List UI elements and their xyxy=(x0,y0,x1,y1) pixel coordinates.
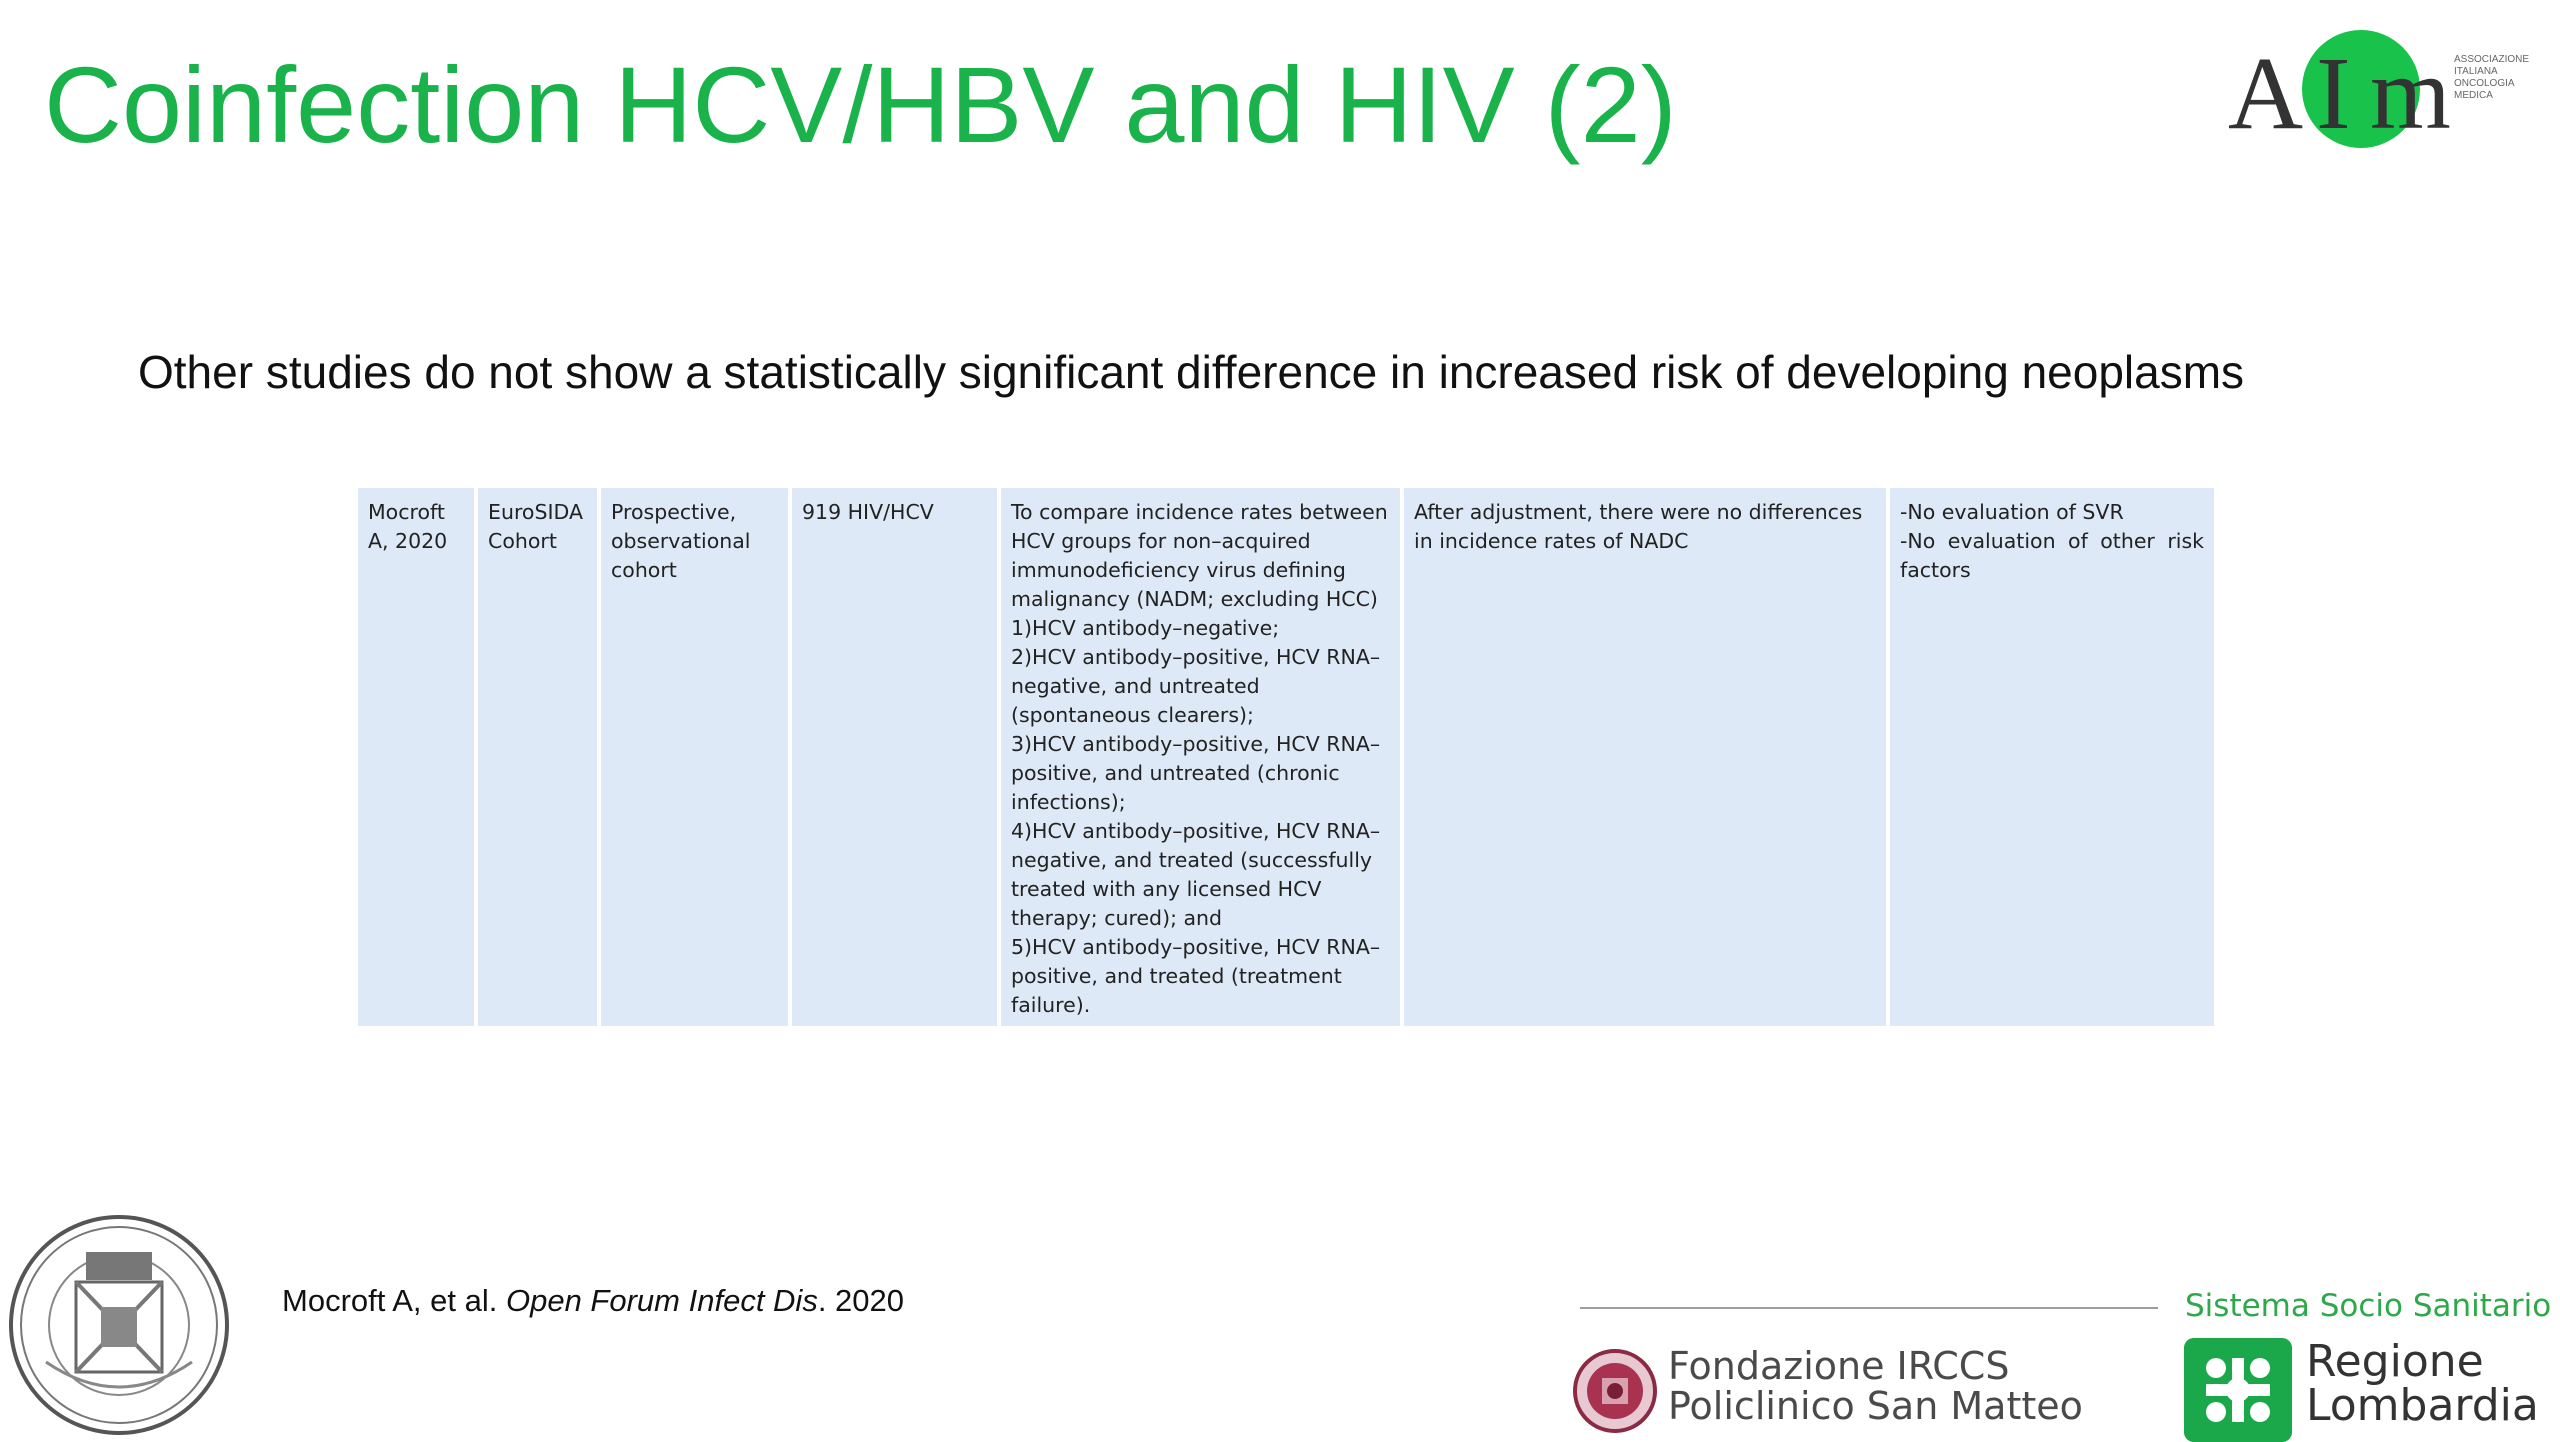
aim-line: To compare incidence rates between HCV groups for non–acquired immunodeficiency virus defining malignancy (NADM; excluding HCC) xyxy=(1011,500,1388,611)
aiom-letter-i: I xyxy=(2316,36,2351,151)
university-seal-icon xyxy=(6,1212,232,1438)
cell-aim xyxy=(1001,488,1400,1026)
cell-results: After adjustment, there were no differences in incidence rates of NADC xyxy=(1404,488,1886,1026)
limitation-line: -No evaluation of SVR xyxy=(1900,500,2124,524)
aiom-association-text: ASSOCIAZIONE ITALIANA ONCOLOGIA MEDICA xyxy=(2454,54,2530,101)
fondazione-logo-icon xyxy=(1572,1348,1658,1434)
sistema-socio-sanitario-label: Sistema Socio Sanitario xyxy=(2185,1288,2552,1324)
regione-lombardia-name: Regione Lombardia xyxy=(2306,1336,2539,1431)
aim-line: 4)HCV antibody–positive, HCV RNA–negative, and treated (successfully treated with any licensed HCV therapy; cured); and xyxy=(1011,819,1381,930)
aiom-letters-om: m xyxy=(2370,36,2451,151)
regione-lombardia-logo-icon xyxy=(2184,1338,2292,1442)
slide-title: Coinfection HCV/HBV and HIV (2) xyxy=(44,44,1677,165)
aim-line: 3)HCV antibody–positive, HCV RNA–positive, and untreated (chronic infections); xyxy=(1011,732,1381,814)
fondazione-name: Fondazione IRCCS Policlinico San Matteo xyxy=(1668,1344,2083,1428)
study-table xyxy=(358,488,2214,1026)
footer-divider xyxy=(1580,1307,2158,1309)
aiom-letter-a: A xyxy=(2228,36,2304,151)
aiom-logo xyxy=(2220,20,2550,150)
cell-cohort: EuroSIDA Cohort xyxy=(478,488,597,1026)
aim-line: 5)HCV antibody–positive, HCV RNA–positive, and treated (treatment failure). xyxy=(1011,935,1381,1017)
cell-limitations xyxy=(1890,488,2214,1026)
aim-line: 2)HCV antibody–positive, HCV RNA–negative, and untreated (spontaneous clearers); xyxy=(1011,645,1381,727)
cell-design: Prospective, observational cohort xyxy=(601,488,788,1026)
reference-citation: Mocroft A, et al. Open Forum Infect Dis. 2020 xyxy=(282,1283,905,1318)
cell-author: Mocroft A, 2020 xyxy=(358,488,474,1026)
limitation-line: -No evaluation of other risk factors xyxy=(1900,529,2204,582)
aim-line: 1)HCV antibody–negative; xyxy=(1011,616,1280,640)
slide-subtitle: Other studies do not show a statistically significant difference in increased risk of developing neoplasms xyxy=(138,346,2245,398)
cell-population: 919 HIV/HCV xyxy=(792,488,997,1026)
